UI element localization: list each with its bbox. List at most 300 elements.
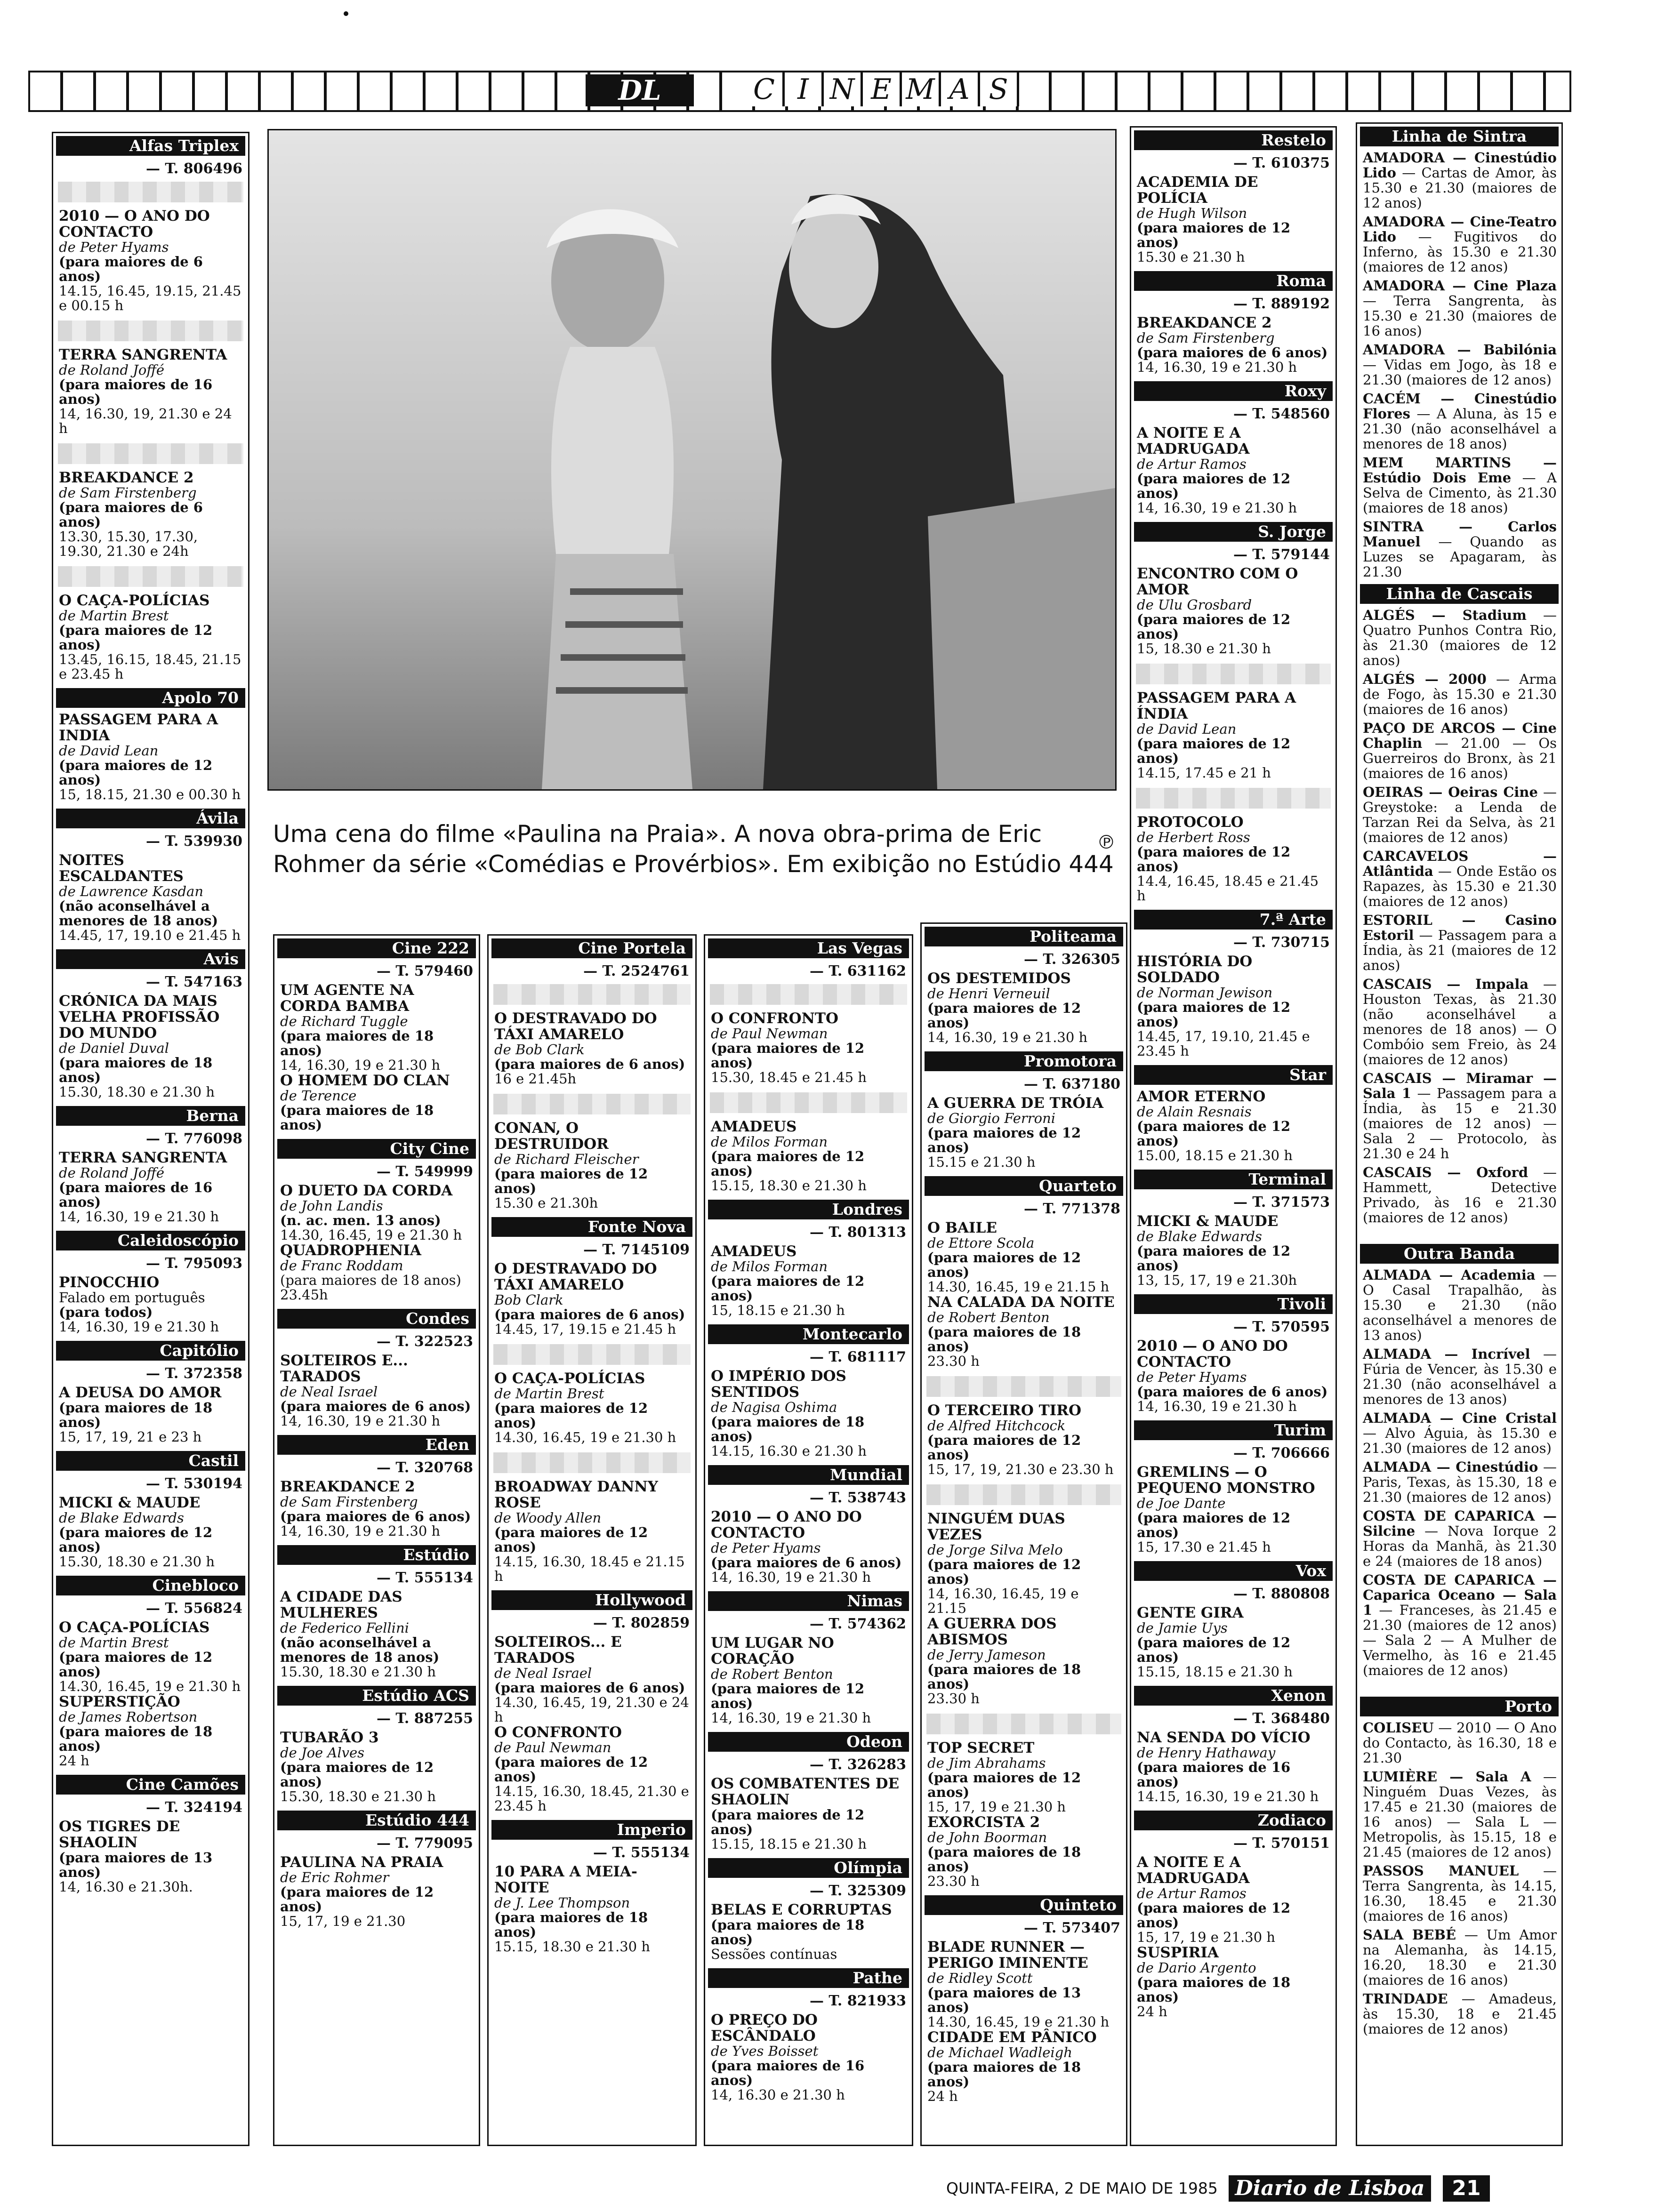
film-title: BREAKDANCE 2	[280, 1478, 415, 1495]
film-showtimes: 15.15, 18.15 e 21.30 h	[711, 1836, 867, 1852]
venue-programme: — Paris, Texas, às 15.30, 18 e 21.30 (maiores de 12 anos)	[1363, 1459, 1557, 1505]
film-title: 10 PARA A MEIA-NOITE	[494, 1863, 637, 1896]
film-title: A GUERRA DOS ABISMOS	[927, 1615, 1057, 1648]
region-entry	[1357, 975, 1561, 1069]
film-showtimes: 15.00, 18.15 e 21.30 h	[1137, 1147, 1293, 1163]
film-showtimes: 14, 16.30, 19 e 21.30 h	[927, 1029, 1088, 1045]
film-entry	[1131, 423, 1335, 519]
venue-name: COSTA DE CAPARICA — Caparica Oceano — Sala 1	[1363, 1572, 1557, 1618]
region-entry	[1357, 148, 1561, 212]
listing-column-4	[704, 934, 913, 2146]
film-showtimes: 14.45, 17, 19.10, 21.45 e 23.45 h	[1137, 1028, 1310, 1059]
venue-programme: — Hammett, Detective Privado, às 16 e 21.30 (maiores de 12 anos)	[1363, 1164, 1557, 1226]
ink-smudge	[1136, 664, 1331, 684]
region-heading: Outra Banda	[1360, 1244, 1559, 1264]
film-director: de Blake Edwards	[1137, 1228, 1262, 1244]
film-entry	[705, 1242, 912, 1322]
film-title: SOLTEIROS E... TARADOS	[280, 1352, 408, 1385]
film-showtimes: 23.45h	[280, 1287, 328, 1303]
region-list	[1357, 606, 1561, 1227]
film-showtimes: 14.45, 17, 19.15 e 21.45 h	[494, 1321, 676, 1337]
film-showtimes: 15.30, 18.30 e 21.30 h	[59, 1084, 215, 1100]
cinema-phone: — T. 371573	[1233, 1194, 1330, 1210]
film-showtimes: Falado em português	[59, 1290, 205, 1306]
cinema-phone: — T. 320768	[376, 1459, 473, 1476]
photo-credit-mark: ℗	[1097, 832, 1116, 853]
film-entry	[274, 1728, 479, 1808]
film-title: OS DESTEMIDOS	[927, 970, 1071, 987]
venue-name: CACÉM — Cinestúdio Flores	[1363, 391, 1557, 422]
cinema-heading: Mundial	[708, 1465, 909, 1485]
film-rating: (para maiores de 12 anos)	[1137, 471, 1291, 501]
region-entry	[1357, 276, 1561, 340]
film-title: O DUETO DA CORDA	[280, 1182, 453, 1199]
cinema-heading: Imperio	[491, 1820, 692, 1840]
film-entry	[53, 206, 248, 317]
film-rating: (para maiores de 12 anos)	[1137, 1510, 1291, 1540]
film-rating: (para maiores de 18 anos)	[280, 1028, 434, 1058]
film-showtimes: 14, 16.30, 19 e 21.30 h	[280, 1413, 441, 1429]
film-title: TERRA SANGRENTA	[59, 1149, 227, 1166]
film-entry	[705, 1774, 912, 1855]
cinema-heading: Quarteto	[925, 1176, 1123, 1196]
film-entry	[1131, 1728, 1335, 1808]
cinema-heading: Estúdio	[277, 1545, 476, 1565]
film-showtimes: 24 h	[59, 1753, 89, 1769]
film-title: AMADEUS	[711, 1243, 797, 1260]
cinema-phone: — T. 322523	[376, 1333, 473, 1350]
film-entry	[705, 1009, 912, 1089]
film-rating: (para maiores de 12 anos)	[927, 1000, 1081, 1031]
film-title: TOP SECRET	[927, 1739, 1035, 1756]
film-showtimes: 15, 17, 19 e 21.30 h	[1137, 1929, 1276, 1945]
film-director: de David Lean	[59, 743, 159, 759]
cinema-heading: Politeama	[925, 927, 1123, 946]
film-entry	[922, 1509, 1126, 1710]
film-director: de Michael Wadleigh	[927, 2044, 1072, 2060]
film-director: de Joe Dante	[1137, 1495, 1226, 1511]
venue-programme: — 21.00 — Os Guerreiros do Bronx, às 21 (maiores de 16 anos)	[1363, 735, 1557, 781]
cinema-phone: — T. 326283	[809, 1756, 906, 1773]
cinema-phone: — T. 368480	[1233, 1710, 1330, 1727]
film-showtimes: 14, 16.30, 19 e 21.30 h	[1137, 1398, 1297, 1414]
film-title: NA SENDA DO VÍCIO	[1137, 1729, 1311, 1746]
film-showtimes: 13.30, 15.30, 17.30, 19.30, 21.30 e 24h	[59, 529, 198, 559]
film-showtimes: (para maiores de 18 anos)	[280, 1272, 461, 1288]
region-entry	[1357, 517, 1561, 581]
film-entry	[53, 1383, 248, 1448]
cinema-heading: Pathe	[708, 1968, 909, 1988]
film-title: A GUERRA DE TRÓIA	[927, 1095, 1104, 1112]
cinema-heading: Condes	[277, 1309, 476, 1329]
film-showtimes: 14.30, 16.45, 19 e 21.15 h	[927, 1279, 1110, 1295]
film-showtimes: 13.45, 16.15, 18.45, 21.15 e 23.45 h	[59, 651, 241, 682]
film-entry	[705, 1633, 912, 1729]
film-showtimes: 14.30, 16.45, 19 e 21.30 h	[280, 1227, 462, 1243]
venue-programme: — Fúria de Vencer, às 15.30 e 21.30 (não aconselhável a menores de 13 anos)	[1363, 1346, 1557, 1407]
film-director: de Ettore Scola	[927, 1235, 1035, 1251]
film-showtimes: 15.30 e 21.30 h	[1137, 249, 1245, 265]
film-title: SUSPIRIA	[1137, 1944, 1219, 1961]
film-title: NOITES ESCALDANTES	[59, 852, 184, 885]
film-rating: (n. ac. men. 13 anos)	[280, 1212, 441, 1228]
cinema-phone: — T. 730715	[1233, 934, 1330, 951]
region-heading: Porto	[1360, 1697, 1559, 1716]
listing-column-5	[920, 922, 1127, 2146]
cinema-phone: — T. 555134	[593, 1844, 690, 1861]
film-director: de Richard Tuggle	[280, 1013, 408, 1029]
film-entry	[53, 1273, 248, 1338]
ink-smudge	[493, 1094, 691, 1114]
film-showtimes: 15, 17.30 e 21.45 h	[1137, 1539, 1271, 1555]
caption-text: Uma cena do filme «Paulina na Praia». A nova obra-prima de Eric Rohmer da série «Comédias e Provérbios». Em exibição no Estúdio 444	[273, 820, 1114, 878]
cinema-heading: Odeon	[708, 1732, 909, 1752]
film-showtimes: 15, 18.30 e 21.30 h	[1137, 641, 1271, 657]
venue-name: TRINDADE	[1363, 1991, 1448, 2007]
cinema-phone: — T. 887255	[376, 1710, 473, 1727]
photo-caption	[273, 819, 1120, 879]
cinema-phone: — T. 801313	[809, 1224, 906, 1241]
film-entry	[53, 710, 248, 806]
film-title: AMADEUS	[711, 1118, 797, 1135]
film-rating: (para maiores de 16 anos)	[711, 2058, 865, 2088]
film-director: de Henri Verneuil	[927, 986, 1050, 1002]
film-showtimes: 14, 16.30, 19 e 21.30 h	[711, 1710, 871, 1726]
film-director: de James Robertson	[59, 1709, 198, 1725]
film-rating: (para maiores de 12 anos)	[927, 1770, 1081, 1800]
section-title-letter: A	[941, 72, 980, 106]
film-rating: (para maiores de 12 anos)	[711, 1273, 865, 1304]
masthead-logo: Diario de Lisboa	[1229, 2175, 1431, 2202]
film-showtimes: 23.30 h	[927, 1691, 980, 1707]
film-showtimes: 13, 15, 17, 19 e 21.30h	[1137, 1272, 1297, 1288]
film-director: de J. Lee Thompson	[494, 1895, 630, 1911]
film-showtimes: 15.15, 18.30 e 21.30 h	[711, 1178, 867, 1194]
film-rating: (para maiores de 6 anos)	[59, 254, 203, 284]
film-rating: (para maiores de 12 anos)	[1137, 736, 1291, 766]
film-director: de Neal Israel	[280, 1384, 378, 1400]
film-title: PASSAGEM PARA A INDIA	[59, 711, 218, 744]
film-showtimes: 14, 16.30 e 21.30 h	[711, 2087, 845, 2103]
film-title: BELAS E CORRUPTAS	[711, 1901, 892, 1918]
film-rating: (para maiores de 18 anos)	[927, 1661, 1081, 1692]
film-director: de Henry Hathaway	[1137, 1745, 1276, 1761]
issue-date: QUINTA-FEIRA, 2 DE MAIO DE 1985	[946, 2179, 1218, 2197]
film-showtimes: 14, 16.30, 19 e 21.30 h	[1137, 359, 1297, 375]
film-title: 2010 — O ANO DO CONTACTO	[1137, 1338, 1288, 1370]
film-showtimes: 14, 16.30, 16.45, 19 e 21.15	[927, 1586, 1079, 1616]
cinema-heading: Estúdio 444	[277, 1811, 476, 1830]
cinema-heading: Castil	[56, 1451, 245, 1471]
film-showtimes: 14.4, 16.45, 18.45 e 21.45 h	[1137, 873, 1319, 904]
cinema-phone: — T. 880808	[1233, 1586, 1330, 1602]
cinema-heading: Roxy	[1134, 381, 1333, 401]
film-rating: (para maiores de 12 anos)	[280, 1884, 434, 1915]
film-rating: (para maiores de 12 anos)	[59, 757, 213, 788]
venue-programme: — A Selva de Cimento, às 21.30 (maiores de 18 anos)	[1363, 470, 1557, 516]
film-rating: (para maiores de 13 anos)	[927, 1985, 1081, 2015]
cinema-heading: Berna	[56, 1106, 245, 1126]
cinema-heading: Restelo	[1134, 130, 1333, 150]
listing-column-2	[273, 934, 480, 2146]
cinema-phone: — T. 547163	[145, 974, 242, 990]
venue-name: OEIRAS — Oeiras Cine	[1363, 784, 1538, 800]
cinema-phone: — T. 570151	[1233, 1835, 1330, 1851]
film-showtimes: 16 e 21.45h	[494, 1071, 577, 1087]
cinema-phone: — T. 821933	[809, 1993, 906, 2009]
cinema-phone: — T. 556824	[145, 1600, 242, 1617]
film-title: GREMLINS — O PEQUENO MONSTRO	[1137, 1464, 1315, 1497]
cinema-heading: Ávila	[56, 809, 245, 828]
cinema-heading: S. Jorge	[1134, 522, 1333, 542]
film-director: de Daniel Duval	[59, 1040, 169, 1056]
film-entry	[922, 1218, 1126, 1372]
venue-name: AMADORA — Cine Plaza	[1363, 278, 1557, 294]
venue-programme: — Ninguém Duas Vezes, às 17.45 e 21.30 (maiores de 16 anos) — Sala L — Metropolis, às 15.15, 18 e 21.45 (maiores de 12 anos)	[1363, 1769, 1557, 1860]
cinema-heading: Montecarlo	[708, 1324, 909, 1344]
film-rating: (para todos)	[59, 1304, 153, 1320]
film-rating: (para maiores de 12 anos)	[1137, 611, 1291, 642]
film-rating: (para maiores de 12 anos)	[711, 1148, 865, 1179]
film-director: de Roland Joffé	[59, 362, 165, 378]
film-entry	[53, 591, 248, 685]
film-showtimes: 14.15, 16.30 e 21.30 h	[711, 1443, 867, 1459]
film-director: de Terence	[280, 1088, 357, 1104]
region-entry	[1357, 1767, 1561, 1861]
film-showtimes: 14, 16.30, 19 e 21.30 h	[1137, 500, 1297, 516]
film-showtimes: 23.30 h	[927, 1873, 980, 1889]
film-showtimes: 14.15, 16.30, 18.45 e 21.15 h	[494, 1554, 685, 1584]
film-director: de John Landis	[280, 1198, 383, 1214]
ink-smudge	[58, 443, 243, 464]
film-director: de Robert Benton	[927, 1309, 1050, 1325]
film-title: BLADE RUNNER — PERIGO IMINENTE	[927, 1939, 1088, 1972]
cinema-heading: Roma	[1134, 271, 1333, 291]
region-entry	[1357, 911, 1561, 975]
cinema-phone: — T. 771378	[1023, 1201, 1120, 1217]
region-entry	[1357, 1925, 1561, 1989]
film-entry	[489, 1009, 695, 1090]
cinema-phone: — T. 681117	[809, 1349, 906, 1365]
page-number: 21	[1443, 2175, 1490, 2202]
film-showtimes: 14.15, 16.30, 19 e 21.30 h	[1137, 1788, 1319, 1804]
region-entry	[1357, 340, 1561, 389]
film-rating: (para maiores de 12 anos)	[59, 622, 213, 653]
venue-name: COSTA DE CAPARICA — Silcine	[1363, 1508, 1557, 1539]
film-rating: (para maiores de 6 anos)	[494, 1056, 685, 1072]
film-title: NINGUÉM DUAS VEZES	[927, 1510, 1065, 1543]
film-entry	[922, 1738, 1126, 1892]
film-showtimes: 14.30, 16.45, 19 e 21.30 h	[59, 1678, 241, 1694]
film-showtimes: 15.30, 18.30 e 21.30 h	[280, 1788, 436, 1804]
film-director: de Martin Brest	[494, 1386, 604, 1402]
film-rating: (para maiores de 16 anos)	[59, 377, 213, 407]
film-director: de Ridley Scott	[927, 1970, 1033, 1986]
film-rating: (para maiores de 6 anos)	[1137, 1384, 1328, 1400]
film-rating: (não aconselhável a menores de 18 anos)	[59, 898, 218, 929]
film-showtimes: 14, 16.30, 19 e 21.30 h	[711, 1569, 871, 1585]
film-title: O PREÇO DO ESCÂNDALO	[711, 2012, 818, 2044]
film-entry	[489, 1477, 695, 1587]
film-rating: (para maiores de 18 anos)	[59, 1055, 213, 1085]
film-director: de Alfred Hitchcock	[927, 1418, 1066, 1434]
film-director: de Federico Fellini	[280, 1620, 409, 1636]
region-entry	[1357, 1163, 1561, 1227]
film-showtimes: 15.30, 18.45 e 21.45 h	[711, 1069, 867, 1085]
cinema-phone: — T. 706666	[1233, 1445, 1330, 1461]
film-rating: (para maiores de 12 anos)	[711, 1807, 865, 1837]
cinema-phone: — T. 530194	[145, 1475, 242, 1492]
venue-name: COLISEU	[1363, 1720, 1434, 1736]
film-title: CONAN, O DESTRUIDOR	[494, 1120, 609, 1153]
region-entry	[1357, 1458, 1561, 1507]
film-entry	[53, 1148, 248, 1228]
film-title: PROTOCOLO	[1137, 814, 1244, 831]
film-still-image	[269, 130, 1115, 789]
film-showtimes: 14.30, 16.45, 19 e 21.30 h	[494, 1429, 676, 1445]
film-director: de Sam Firstenberg	[1137, 330, 1275, 346]
film-entry	[53, 850, 248, 946]
film-rating: (para maiores de 6 anos)	[494, 1306, 685, 1322]
cinema-phone: — T. 324194	[145, 1799, 242, 1816]
film-title: O HOMEM DO CLAN	[280, 1072, 450, 1089]
region-entry	[1357, 1345, 1561, 1409]
region-heading: Linha de Cascais	[1360, 584, 1559, 604]
cinema-heading: Turim	[1134, 1420, 1333, 1440]
film-title: PINOCCHIO	[59, 1274, 160, 1291]
film-rating: (para maiores de 12 anos)	[927, 1125, 1081, 1155]
film-entry	[1131, 564, 1335, 660]
cinema-heading: Cinebloco	[56, 1576, 245, 1595]
region-entry	[1357, 670, 1561, 719]
ink-smudge	[58, 566, 243, 587]
region-entry	[1357, 1069, 1561, 1163]
ink-smudge	[493, 984, 691, 1005]
cinema-phone: — T. 573407	[1023, 1920, 1120, 1936]
section-title-letter: S	[980, 72, 1019, 106]
film-entry	[1131, 812, 1335, 907]
cinema-heading: Quinteto	[925, 1895, 1123, 1915]
ink-smudge	[926, 1484, 1121, 1505]
film-title: OS COMBATENTES DE SHAOLIN	[711, 1775, 900, 1808]
film-rating: (para maiores de 12 anos)	[927, 1432, 1081, 1463]
film-showtimes: 23.30 h	[927, 1353, 980, 1369]
cinema-heading: Nimas	[708, 1591, 909, 1611]
venue-name: AMADORA — Cine-Teatro Lido	[1363, 214, 1557, 245]
venue-programme: — Amadeus, às 15.30, 18 e 21.45 (maiores de 12 anos)	[1363, 1991, 1557, 2037]
film-director: de Milos Forman	[711, 1258, 828, 1274]
venue-name: AMADORA — Cinestúdio Lido	[1363, 150, 1557, 181]
film-rating: (para maiores de 12 anos)	[494, 1166, 648, 1196]
film-rating: (para maiores de 18 anos)	[711, 1917, 865, 1948]
film-entry	[53, 991, 248, 1103]
cinema-phone: — T. 549999	[376, 1163, 473, 1180]
film-title: O CAÇA-POLÍCIAS	[59, 1619, 210, 1636]
film-entry	[489, 1862, 695, 1958]
section-banner	[28, 71, 1571, 112]
cinema-phone: — T. 631162	[809, 963, 906, 979]
film-title: BREAKDANCE 2	[1137, 314, 1272, 331]
cinema-phone: — T. 889192	[1233, 296, 1330, 312]
cinema-heading: Zodiaco	[1134, 1811, 1333, 1830]
film-director: de Robert Benton	[711, 1666, 833, 1682]
film-entry	[489, 1118, 695, 1214]
film-title: BREAKDANCE 2	[59, 469, 194, 486]
film-rating: (para maiores de 18 anos)	[59, 1723, 213, 1754]
film-entry	[922, 1937, 1126, 2108]
region-entry	[1357, 847, 1561, 911]
cinema-heading: Cine Camões	[56, 1775, 245, 1795]
film-showtimes: 24 h	[1137, 2004, 1167, 2020]
film-showtimes: 15, 17, 19 e 21.30 h	[927, 1799, 1066, 1815]
film-showtimes: 14.15, 16.30, 18.45, 21.30 e 23.45 h	[494, 1783, 689, 1814]
cinema-phone: — T. 538743	[809, 1490, 906, 1506]
cinema-heading: Terminal	[1134, 1170, 1333, 1189]
film-entry	[1131, 172, 1335, 268]
film-director: de Artur Ramos	[1137, 1885, 1247, 1901]
film-director: de Joe Alves	[280, 1745, 365, 1761]
film-rating: (não aconselhável a menores de 18 anos)	[280, 1635, 440, 1665]
film-showtimes: 15, 17, 19 e 21.30	[280, 1913, 406, 1929]
film-showtimes: 14, 16.30, 19 e 21.30 h	[59, 1319, 219, 1335]
film-rating: (para maiores de 18 anos)	[927, 1324, 1081, 1354]
film-title: EXORCISTA 2	[927, 1814, 1040, 1831]
film-rating: (para maiores de 12 anos)	[1137, 1900, 1291, 1931]
film-entry	[705, 1366, 912, 1462]
venue-name: LUMIÈRE — Sala A	[1363, 1769, 1531, 1785]
film-entry	[1131, 1336, 1335, 1418]
film-director: de Richard Fleischer	[494, 1151, 639, 1167]
cinema-heading: Xenon	[1134, 1686, 1333, 1706]
film-title: NA CALADA DA NOITE	[927, 1294, 1115, 1311]
film-director: de Norman Jewison	[1137, 985, 1273, 1001]
film-title: UM AGENTE NA CORDA BAMBA	[280, 982, 414, 1015]
cinema-heading: Tivoli	[1134, 1294, 1333, 1314]
film-director: de Nagisa Oshima	[711, 1399, 837, 1415]
cinema-phone: — T. 372358	[145, 1365, 242, 1382]
venue-programme: — Arma de Fogo, às 15.30 e 21.30 (maiores de 16 anos)	[1363, 671, 1557, 717]
film-title: CRÓNICA DA MAIS VELHA PROFISSÃO DO MUNDO	[59, 993, 220, 1042]
film-rating: (para maiores de 12 anos)	[59, 1649, 213, 1680]
venue-name: ALMADA — Cinestúdio	[1363, 1459, 1538, 1475]
film-title: PASSAGEM PARA A ÍNDIA	[1137, 689, 1296, 722]
venue-name: ALGÉS — Stadium	[1363, 607, 1527, 623]
film-director: de Sam Firstenberg	[59, 485, 197, 501]
film-rating: (para maiores de 12 anos)	[1137, 999, 1291, 1030]
section-title	[746, 72, 1019, 106]
film-title: PAULINA NA PRAIA	[280, 1854, 443, 1871]
film-entry	[1131, 1087, 1335, 1167]
film-showtimes: 14.30, 16.45, 19 e 21.30 h	[927, 2014, 1110, 2030]
cinema-heading: Las Vegas	[708, 938, 909, 958]
film-title: O CONFRONTO	[494, 1724, 622, 1741]
film-title: O DESTRAVADO DO TÁXI AMARELO	[494, 1010, 657, 1043]
venue-programme: — Greystoke: a Lenda de Tarzan Rei da Selva, às 21 (maiores de 12 anos)	[1363, 784, 1557, 845]
cinema-heading: Londres	[708, 1200, 909, 1219]
venue-name: CASCAIS — Impala	[1363, 976, 1529, 992]
venue-name: ALMADA — Incrível	[1363, 1346, 1530, 1362]
film-title: GENTE GIRA	[1137, 1604, 1244, 1621]
venue-name: CARCAVELOS — Atlântida	[1363, 848, 1557, 879]
film-showtimes: 15, 18.15, 21.30 e 00.30 h	[59, 786, 241, 802]
film-director: de Martin Brest	[59, 1635, 169, 1651]
film-director: de Jerry Jameson	[927, 1647, 1046, 1663]
film-director: de Giorgio Ferroni	[927, 1110, 1056, 1126]
cinema-heading: Alfas Triplex	[56, 136, 245, 156]
film-rating: (para maiores de 6 anos)	[280, 1398, 471, 1414]
region-entry	[1357, 389, 1561, 453]
region-entry	[1357, 719, 1561, 783]
